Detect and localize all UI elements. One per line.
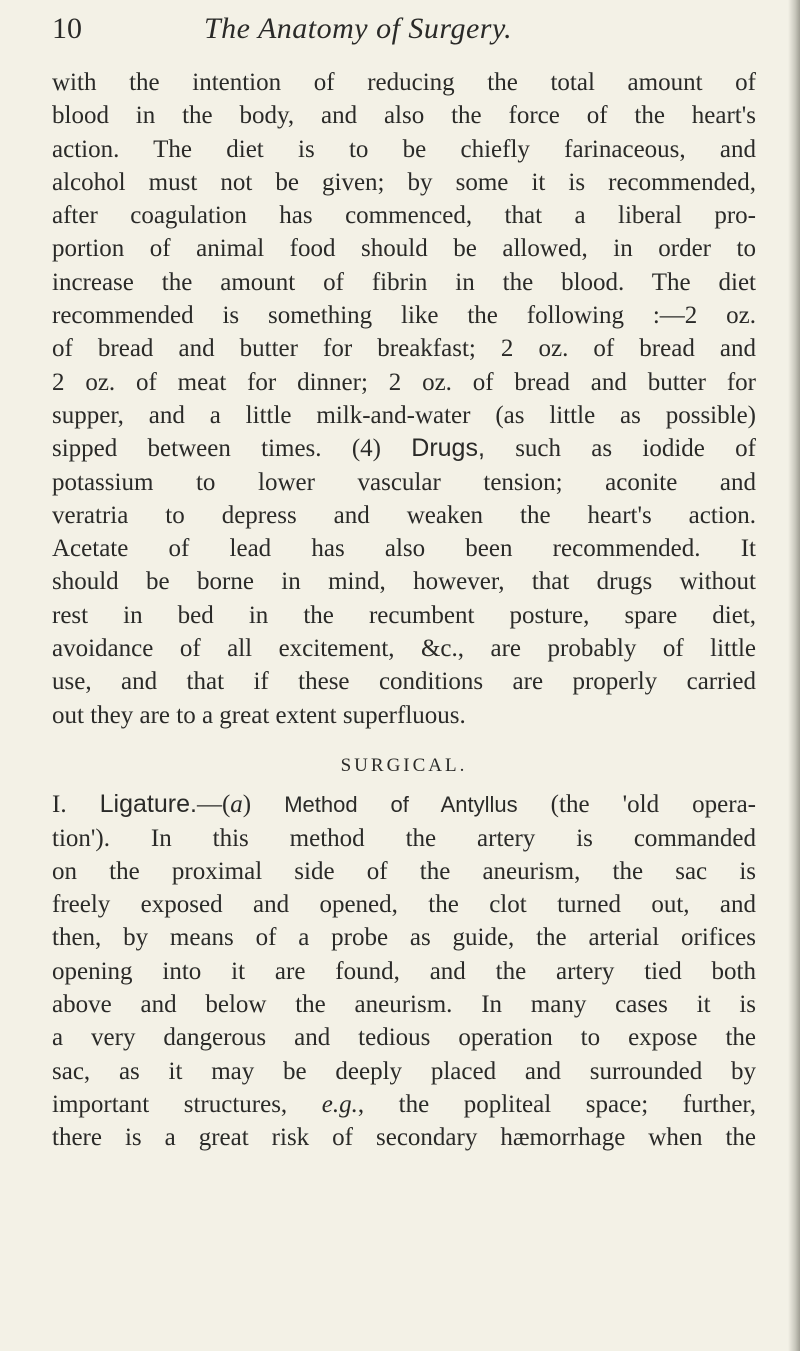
text-fragment: sipped between times. (4) — [52, 435, 412, 463]
text-line: use, and that if these conditions are properly carried — [52, 668, 756, 696]
text-line-drugs — [52, 432, 756, 465]
text-line: out they are to a great extent superfluous. — [52, 701, 466, 729]
running-title: The Anatomy of Surgery. — [204, 12, 513, 45]
text-fragment: such as iodide of — [484, 435, 757, 463]
text-line: rest in bed in the recumbent posture, spare diet, — [52, 601, 756, 629]
text-fragment: (the 'old opera- — [517, 791, 756, 819]
text-line: increase the amount of fibrin in the blood. The diet — [52, 268, 756, 296]
text-line: after coagulation has commenced, that a liberal pro- — [52, 202, 756, 230]
text-line: tion'). In this method the artery is commanded — [52, 824, 756, 852]
item-number: I. — [52, 791, 100, 819]
text-line: sac, as it may be deeply placed and surrounded by — [52, 1057, 756, 1085]
text-line: recommended is something like the following :—2 oz. — [52, 302, 756, 330]
page-edge-shadow — [788, 0, 800, 1351]
text-line: portion of animal food should be allowed, in order to — [52, 235, 756, 263]
paragraph-ligature — [52, 788, 756, 1154]
drugs-heading: Drugs, — [411, 434, 485, 463]
text-fragment: ) — [242, 791, 285, 819]
text-line: freely exposed and opened, the clot turned out, and — [52, 891, 756, 919]
text-line: should be borne in mind, however, that drugs without — [52, 568, 756, 596]
text-line: with the intention of reducing the total amount of — [52, 69, 756, 96]
text-fragment: important structures, — [52, 1090, 322, 1118]
text-line: of bread and butter for breakfast; 2 oz. of bread and — [52, 335, 756, 363]
text-line: alcohol must not be given; by some it is recommended, — [52, 168, 756, 196]
text-line: veratria to depress and weaken the heart's action. — [52, 501, 756, 529]
text-line: action. The diet is to be chiefly farinaceous, and — [52, 135, 756, 163]
text-line: there is a great risk of secondary hæmorrhage when the — [52, 1124, 756, 1152]
text-line: above and below the aneurism. In many cases it is — [52, 991, 756, 1019]
text-fragment: , the popliteal space; further, — [357, 1090, 756, 1118]
text-line: on the proximal side of the aneurism, the sac is — [52, 857, 756, 885]
text-line: 2 oz. of meat for dinner; 2 oz. of bread and butter for — [52, 368, 756, 396]
text-fragment: —( — [196, 791, 231, 819]
text-line-eg — [52, 1088, 756, 1121]
text-line-ligature — [52, 788, 756, 821]
body-text — [52, 66, 756, 1155]
text-line: Acetate of lead has also been recommended. It — [52, 535, 756, 563]
section-heading-surgical: SURGICAL. — [340, 754, 468, 776]
text-line: supper, and a little milk-and-water (as little as possible) — [52, 401, 756, 429]
sub-letter: a — [230, 791, 243, 819]
text-line: then, by means of a probe as guide, the arterial orifices — [52, 924, 756, 952]
running-head — [52, 12, 752, 56]
paragraph-diet — [52, 66, 756, 732]
text-line: a very dangerous and tedious operation to expose the — [52, 1024, 756, 1052]
text-line: potassium to lower vascular tension; aconite and — [52, 468, 756, 496]
text-line: opening into it are found, and the artery tied both — [52, 957, 756, 985]
text-line: avoidance of all excitement, &c., are probably of little — [52, 635, 756, 663]
ligature-heading: Ligature. — [99, 790, 197, 819]
method-heading: Method of Antyllus — [284, 792, 518, 818]
eg-abbrev: e.g. — [321, 1090, 358, 1118]
page-number: 10 — [52, 12, 82, 45]
text-line: blood in the body, and also the force of the heart's — [52, 102, 756, 130]
